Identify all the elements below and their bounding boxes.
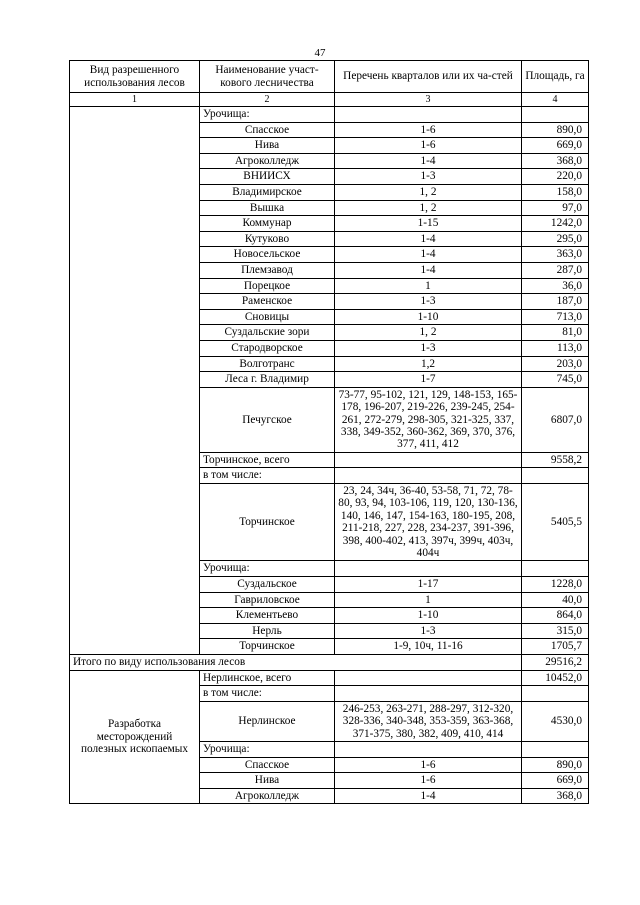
- forestry-name: Нерль: [200, 623, 335, 639]
- forestry-name: ВНИИСХ: [200, 169, 335, 185]
- quarters-list: 1-10: [335, 608, 522, 624]
- quarters-list: 1-6: [335, 122, 522, 138]
- forestry-name: Раменское: [200, 294, 335, 310]
- forestry-name: Гавриловское: [200, 592, 335, 608]
- forestry-name: Новосельское: [200, 247, 335, 263]
- forestry-name: Урочища:: [200, 741, 335, 757]
- forestry-name: Вышка: [200, 200, 335, 216]
- quarters-list: 1-4: [335, 231, 522, 247]
- forestry-name: Нива: [200, 138, 335, 154]
- quarters-list: 1-4: [335, 247, 522, 263]
- table-row: [70, 107, 589, 123]
- quarters-list: 1-15: [335, 216, 522, 232]
- col-number: 2: [200, 93, 335, 107]
- quarters-list: 1: [335, 592, 522, 608]
- quarters-list: 1, 2: [335, 200, 522, 216]
- area-value: 97,0: [522, 200, 589, 216]
- quarters-list: 1-4: [335, 153, 522, 169]
- quarters-list: 23, 24, 34ч, 36-40, 53-58, 71, 72, 78-80, 93, 94, 103-106, 119, 120, 130-136, 140, 146, 147, 154-163, 180-195, 208, 211-218, 227, 228, 234-237, 391-396, 398, 400-402, 413, 397ч, 399ч, 403ч, 404ч: [335, 483, 522, 560]
- quarters-list: [335, 670, 522, 686]
- area-value: 890,0: [522, 757, 589, 773]
- forestry-name: Нива: [200, 773, 335, 789]
- area-value: [522, 468, 589, 484]
- forestry-name: Клементьево: [200, 608, 335, 624]
- quarters-list: [335, 741, 522, 757]
- area-value: 187,0: [522, 294, 589, 310]
- quarters-list: 1-4: [335, 788, 522, 804]
- area-value: 220,0: [522, 169, 589, 185]
- forestry-name: Порецкое: [200, 278, 335, 294]
- column-number-row: [70, 93, 589, 107]
- area-value: [522, 107, 589, 123]
- forestry-name: Нерлинское, всего: [200, 670, 335, 686]
- forestry-name: Суздальские зори: [200, 325, 335, 341]
- forestry-name: Спасское: [200, 122, 335, 138]
- header-area: Площадь, га: [522, 61, 589, 93]
- quarters-list: 1-10: [335, 309, 522, 325]
- quarters-list: 1-6: [335, 773, 522, 789]
- forestry-name: Коммунар: [200, 216, 335, 232]
- quarters-list: 1-6: [335, 757, 522, 773]
- forestry-name: в том числе:: [200, 468, 335, 484]
- col-number: 1: [70, 93, 200, 107]
- col-number: 4: [522, 93, 589, 107]
- area-value: 669,0: [522, 138, 589, 154]
- quarters-list: 1, 2: [335, 325, 522, 341]
- quarters-list: 1: [335, 278, 522, 294]
- forestry-name: Спасское: [200, 757, 335, 773]
- quarters-list: [335, 561, 522, 577]
- area-value: 368,0: [522, 788, 589, 804]
- area-value: 5405,5: [522, 483, 589, 560]
- quarters-list: 1-3: [335, 340, 522, 356]
- area-value: 4530,0: [522, 701, 589, 741]
- table-header-row: [70, 61, 589, 93]
- forestry-name: Кутуково: [200, 231, 335, 247]
- area-value: 287,0: [522, 262, 589, 278]
- area-value: 368,0: [522, 153, 589, 169]
- type-cell-empty: [70, 107, 200, 655]
- area-value: 81,0: [522, 325, 589, 341]
- quarters-list: 1-7: [335, 372, 522, 388]
- forestry-name: Сновицы: [200, 309, 335, 325]
- forestry-name: Леса г. Владимир: [200, 372, 335, 388]
- area-value: 9558,2: [522, 452, 589, 468]
- quarters-list: 1-3: [335, 623, 522, 639]
- table-row: [70, 670, 589, 686]
- forest-areas-table: [69, 60, 589, 804]
- quarters-list: [335, 107, 522, 123]
- area-value: 890,0: [522, 122, 589, 138]
- quarters-list: 1-9, 10ч, 11-16: [335, 639, 522, 655]
- quarters-list: 1-3: [335, 294, 522, 310]
- area-value: 158,0: [522, 184, 589, 200]
- area-value: 10452,0: [522, 670, 589, 686]
- quarters-list: 1-4: [335, 262, 522, 278]
- quarters-list: 1-17: [335, 576, 522, 592]
- area-value: 713,0: [522, 309, 589, 325]
- forestry-name: Урочища:: [200, 107, 335, 123]
- area-value: 295,0: [522, 231, 589, 247]
- header-quarters: Перечень кварталов или их ча-стей: [335, 61, 522, 93]
- quarters-list: 246-253, 263-271, 288-297, 312-320, 328-336, 340-348, 353-359, 363-368, 371-375, 380, 382, 409, 410, 414: [335, 701, 522, 741]
- header-name: Наименование участ-кового лесничества: [200, 61, 335, 93]
- area-value: 363,0: [522, 247, 589, 263]
- total-label: Итого по виду использования лесов: [70, 654, 522, 670]
- quarters-list: [335, 468, 522, 484]
- area-value: [522, 686, 589, 702]
- forestry-name: в том числе:: [200, 686, 335, 702]
- area-value: [522, 561, 589, 577]
- area-value: 40,0: [522, 592, 589, 608]
- page-number: 47: [314, 47, 326, 59]
- forestry-name: Стародворское: [200, 340, 335, 356]
- forestry-name: Торчинское: [200, 639, 335, 655]
- area-value: 6807,0: [522, 387, 589, 452]
- quarters-list: [335, 686, 522, 702]
- quarters-list: 1,2: [335, 356, 522, 372]
- total-area: 29516,2: [522, 654, 589, 670]
- quarters-list: 1-6: [335, 138, 522, 154]
- area-value: 1228,0: [522, 576, 589, 592]
- forestry-name: Владимирское: [200, 184, 335, 200]
- area-value: 36,0: [522, 278, 589, 294]
- type-cell-mining: Разработка месторождений полезных ископаемых: [70, 670, 200, 804]
- forestry-name: Урочища:: [200, 561, 335, 577]
- forestry-name: Агроколледж: [200, 153, 335, 169]
- col-number: 3: [335, 93, 522, 107]
- forestry-name: Агроколледж: [200, 788, 335, 804]
- forestry-name: Торчинское: [200, 483, 335, 560]
- quarters-list: [335, 452, 522, 468]
- forestry-name: Печугское: [200, 387, 335, 452]
- area-value: 203,0: [522, 356, 589, 372]
- quarters-list: 1, 2: [335, 184, 522, 200]
- quarters-list: 1-3: [335, 169, 522, 185]
- area-value: 669,0: [522, 773, 589, 789]
- area-value: 113,0: [522, 340, 589, 356]
- area-value: 315,0: [522, 623, 589, 639]
- area-value: 1705,7: [522, 639, 589, 655]
- area-value: 864,0: [522, 608, 589, 624]
- header-type: Вид разрешенного использования лесов: [70, 61, 200, 93]
- total-row: [70, 654, 589, 670]
- forestry-name: Племзавод: [200, 262, 335, 278]
- forestry-name: Волготранс: [200, 356, 335, 372]
- forestry-name: Торчинское, всего: [200, 452, 335, 468]
- area-value: 1242,0: [522, 216, 589, 232]
- quarters-list: 73-77, 95-102, 121, 129, 148-153, 165-178, 196-207, 219-226, 239-245, 254-261, 272-279, 298-305, 321-325, 337, 338, 349-352, 360-362, 369, 370, 376, 377, 411, 412: [335, 387, 522, 452]
- area-value: 745,0: [522, 372, 589, 388]
- forestry-name: Нерлинское: [200, 701, 335, 741]
- forestry-name: Суздальское: [200, 576, 335, 592]
- area-value: [522, 741, 589, 757]
